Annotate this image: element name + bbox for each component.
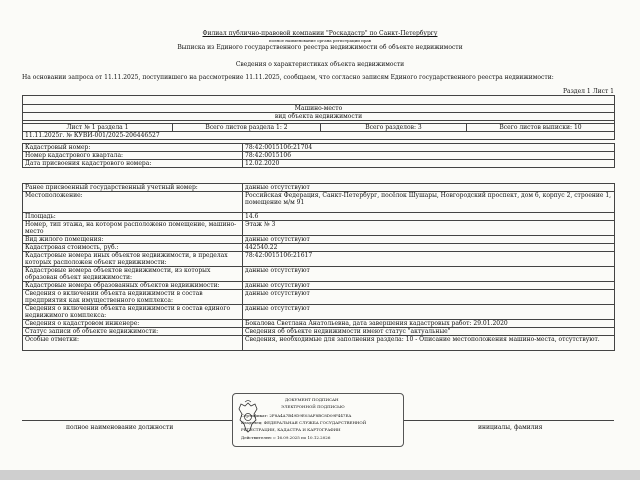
table-row: [23, 236, 615, 244]
bottom-border: [0, 470, 640, 480]
table-row: [23, 267, 615, 282]
row-label: Сведения о включении объекта недвижимости в состав предприятия как имущественного комплекса:: [23, 290, 243, 305]
details-table: [22, 183, 615, 351]
row-label: Местоположение:: [23, 192, 243, 213]
total-sheets: Всего листов выписки: 10: [467, 124, 615, 132]
table-row: [23, 320, 615, 328]
name-label: инициалы, фамилия: [478, 424, 543, 431]
table-row: [23, 252, 615, 267]
blank-row: [23, 96, 615, 105]
object-header-table: [22, 95, 615, 140]
row-value: данные отсутствуют: [243, 305, 615, 320]
object-type-sub: вид объекта недвижимости: [23, 113, 615, 121]
stamp-line: ДОКУМЕНТ ПОДПИСАН: [285, 397, 339, 402]
org-name: Филиал публично-правовой компании "Роскадастр" по Санкт-Петербургу: [202, 30, 438, 37]
total-sections: Всего разделов: 3: [321, 124, 467, 132]
sheet-number: Лист № 1 раздела 1: [23, 124, 173, 132]
row-value: данные отсутствуют: [243, 236, 615, 244]
row-value: Сведения об объекте недвижимости имеют статус "актуальные": [243, 328, 615, 336]
doc-title: Выписка из Единого государственного реестра недвижимости об объекте недвижимости: [177, 44, 463, 51]
table-row: [23, 244, 615, 252]
section-title: Сведения о характеристиках объекта недвижимости: [235, 61, 405, 68]
row-value: данные отсутствуют: [243, 282, 615, 290]
row-value: 78:42:0015106:21617: [243, 252, 615, 267]
row-label: Особые отметки:: [23, 336, 243, 351]
reference-number: 11.11.2025г. № КУВИ-001/2025-206446527: [23, 132, 615, 140]
table-row: [23, 290, 615, 305]
table-row: [23, 160, 615, 168]
row-value: данные отсутствуют: [243, 290, 615, 305]
table-row: [23, 213, 615, 221]
table-row: [23, 184, 615, 192]
table-row: [23, 221, 615, 236]
row-label: Площадь:: [23, 213, 243, 221]
row-label: Вид жилого помещения:: [23, 236, 243, 244]
row-value: 12.02.2020: [243, 160, 615, 168]
row-value: данные отсутствуют: [243, 267, 615, 282]
table-row: [23, 192, 615, 213]
total-section-sheets: Всего листов раздела 1: 2: [173, 124, 321, 132]
table-row: [23, 144, 615, 152]
stamp-line: ЭЛЕКТРОННОЙ ПОДПИСЬЮ: [281, 404, 345, 409]
row-label: Кадастровые номера иных объектов недвижимости, в пределах которых расположен объект недвижимости:: [23, 252, 243, 267]
row-label: Номер кадастрового квартала:: [23, 152, 243, 160]
stamp-line: Сертификат: 2F8A4A7B49D9E03AF8BC8D09F447EA: [241, 413, 352, 418]
row-label: Кадастровые номера объектов недвижимости, из которых образован объект недвижимости:: [23, 267, 243, 282]
row-value: Бокалова Светлана Анатольевна, дата завершения кадастровых работ: 29.01.2020: [243, 320, 615, 328]
row-label: Кадастровый номер:: [23, 144, 243, 152]
position-label: полное наименование должности: [66, 424, 174, 431]
table-row: [23, 336, 615, 351]
row-value: данные отсутствуют: [243, 184, 615, 192]
table-row: [23, 328, 615, 336]
table-row: [23, 152, 615, 160]
table-row: [23, 305, 615, 320]
row-value: 442540.22: [243, 244, 615, 252]
row-label: Кадастровая стоимость, руб.:: [23, 244, 243, 252]
row-label: Сведения о кадастровом инженере:: [23, 320, 243, 328]
row-value: 14.6: [243, 213, 615, 221]
row-label: Статус записи об объекте недвижимости:: [23, 328, 243, 336]
row-label: Ранее присвоенный государственный учетный номер:: [23, 184, 243, 192]
row-value: Этаж № 3: [243, 221, 615, 236]
row-label: Кадастровые номера образованных объектов недвижимости:: [23, 282, 243, 290]
stamp-line: Действителен: с 16.09.2025 по 10.12.2026: [241, 435, 331, 440]
row-value: Сведения, необходимые для заполнения раздела: 10 - Описание местоположения машино-места, отсутствуют.: [243, 336, 615, 351]
row-label: Сведения о включении объекта недвижимости в состав единого недвижимого комплекса:: [23, 305, 243, 320]
sheet-ref: Раздел 1 Лист 1: [563, 88, 614, 95]
table-row: [23, 282, 615, 290]
row-value: Российская Федерация, Санкт-Петербург, посёлок Шушары, Новгородский проспект, дом 6, корпус 2, строение 1, помещение м/м 91: [243, 192, 615, 213]
position-line: [22, 420, 232, 421]
row-label: Номер, тип этажа, на котором расположено помещение, машино-место: [23, 221, 243, 236]
top-rows-table: [22, 143, 615, 168]
name-line: [402, 420, 614, 421]
org-sub: полное наименование органа регистрации прав: [268, 38, 372, 43]
e-signature-stamp: [232, 393, 404, 447]
stamp-line: Владелец: ФЕДЕРАЛЬНАЯ СЛУЖБА ГОСУДАРСТВЕННОЙ: [241, 420, 367, 425]
row-value: 78:42:0015106: [243, 152, 615, 160]
row-label: Дата присвоения кадастрового номера:: [23, 160, 243, 168]
object-type: Машино-место: [23, 105, 615, 113]
intro-text: На основании запроса от 11.11.2025, поступившего на рассмотрение 11.11.2025, сообщаем, что согласно записям Единого государственного реестра недвижимости:: [22, 74, 554, 81]
stamp-line: РЕГИСТРАЦИИ, КАДАСТРА И КАРТОГРАФИИ: [241, 427, 341, 432]
row-value: 78:42:0015106:21704: [243, 144, 615, 152]
